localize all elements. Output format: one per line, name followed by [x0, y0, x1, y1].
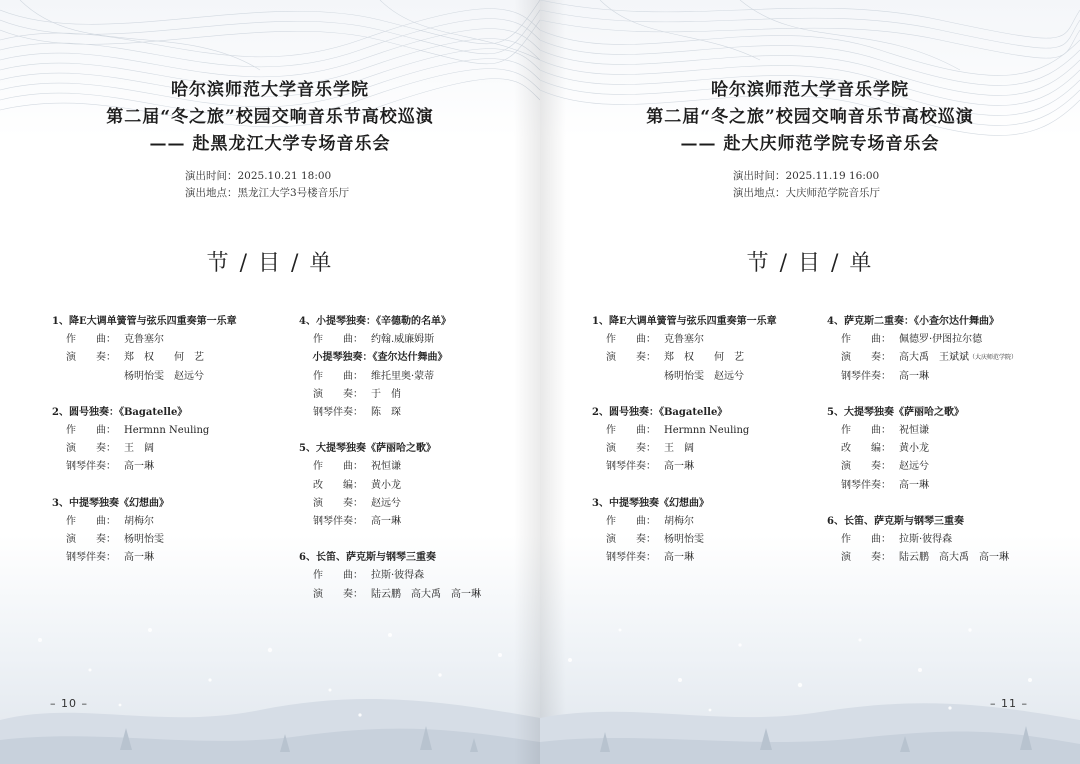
credit-value: 拉斯·彼得森 [371, 570, 425, 582]
credit-label: 作 曲： [313, 370, 363, 382]
program-item-title: 小提琴独奏：《查尔达什舞曲》 [299, 352, 448, 364]
program-item-title: 2、圆号独奏：《Bagatelle》 [52, 406, 188, 418]
program-item-title: 3、中提琴独奏《幻想曲》 [52, 497, 169, 509]
credit-label: 作 曲： [313, 334, 363, 346]
program-item-title: 4、小提琴独奏：《辛德勒的名单》 [299, 316, 451, 327]
credit-label: 钢琴伴奏： [606, 552, 656, 564]
credit-value: 陈 琛 [371, 407, 401, 419]
credit-label: 改 编： [841, 443, 891, 455]
credit-label: 演 奏： [66, 352, 116, 364]
credit-value: 杨明怡雯 [124, 534, 164, 546]
credit-value: 黄小龙 [371, 479, 401, 491]
program-item-title: 4、萨克斯二重奏：《小查尔达什舞曲》 [827, 316, 999, 327]
performance-location: 演出地点：黑龙江大学3号楼音乐厅 [185, 187, 350, 199]
concert-festival-title: 第二届“冬之旅”校园交响音乐节高校巡演 [106, 107, 434, 127]
credit-value: 祝恒谦 [899, 425, 929, 437]
right-page [540, 0, 1080, 764]
credit-value: 克鲁塞尔 [124, 334, 164, 346]
credit-value: 陆云鹏 高大禹 高一琳 [899, 552, 1009, 564]
program-item-title: 5、大提琴独奏《萨丽哈之歌》 [299, 443, 436, 455]
concert-venue-title: —— 赴黑龙江大学专场音乐会 [149, 134, 391, 154]
program-item-title: 1、降E大调单簧管与弦乐四重奏第一乐章 [592, 316, 777, 327]
snow-landscape-decoration [540, 600, 1080, 764]
program-heading: 节 / 目 / 单 [746, 251, 874, 276]
performance-time: 演出时间：2025.11.19 16:00 [733, 170, 880, 182]
program-item-title: 6、长笛、萨克斯与钢琴三重奏 [827, 515, 964, 527]
credit-value: 郑 权 何 艺 [124, 352, 204, 364]
credit-label: 钢琴伴奏： [313, 516, 363, 528]
credit-label: 改 编： [313, 479, 363, 491]
credit-label: 演 奏： [606, 352, 656, 364]
credit-value: 高大禹 王斌斌 [899, 352, 969, 364]
credit-label: 演 奏： [841, 461, 891, 473]
credit-label: 钢琴伴奏： [313, 407, 363, 419]
program-column-1 [52, 313, 237, 567]
credit-value: 拉斯·彼得森 [899, 534, 953, 546]
page-number: – 10 – [50, 697, 88, 710]
performance-time: 演出时间：2025.10.21 18:00 [185, 170, 332, 182]
program-column-1 [592, 313, 777, 567]
credit-label: 演 奏： [66, 443, 116, 455]
snow-landscape-decoration [0, 600, 540, 764]
credit-value: 高一琳 [899, 370, 929, 382]
credit-value: 高一琳 [371, 516, 401, 528]
credit-value: 高一琳 [664, 461, 694, 473]
credit-label: 作 曲： [313, 570, 363, 582]
credit-value: 胡梅尔 [124, 515, 154, 527]
credit-label: 作 曲： [841, 334, 891, 346]
program-item-title: 1、降E大调单簧管与弦乐四重奏第一乐章 [52, 316, 237, 327]
credit-label: 钢琴伴奏： [841, 370, 891, 382]
credit-label: 作 曲： [313, 461, 363, 473]
credit-label: 作 曲： [606, 515, 656, 527]
performer-affiliation-note: （大庆师范学院） [969, 354, 1018, 362]
performance-location: 演出地点：大庆师范学院音乐厅 [733, 187, 880, 199]
credit-value: 王 阔 [664, 443, 694, 455]
credit-label: 作 曲： [606, 334, 656, 346]
concert-series-title: 哈尔滨师范大学音乐学院 [171, 80, 369, 100]
credit-label [606, 368, 664, 386]
credit-value: 佩德罗·伊图拉尔德 [899, 334, 983, 346]
program-item-title: 6、长笛、萨克斯与钢琴三重奏 [299, 552, 436, 564]
credit-label: 钢琴伴奏： [606, 461, 656, 473]
credit-value: 高一琳 [124, 552, 154, 564]
credit-label: 演 奏： [313, 497, 363, 509]
credit-label: 演 奏： [66, 534, 116, 546]
credit-label: 钢琴伴奏： [66, 552, 116, 564]
credit-label: 演 奏： [313, 588, 363, 600]
credit-value: 黄小龙 [899, 443, 929, 455]
page-number: – 11 – [990, 697, 1028, 710]
credit-label [66, 368, 124, 386]
concert-festival-title: 第二届“冬之旅”校园交响音乐节高校巡演 [646, 107, 974, 127]
program-item-title: 3、中提琴独奏《幻想曲》 [592, 497, 709, 509]
credit-value: 杨明怡雯 [664, 534, 704, 546]
credit-value: 于 俏 [371, 388, 401, 400]
concert-series-title: 哈尔滨师范大学音乐学院 [711, 80, 909, 100]
concert-venue-title: —— 赴大庆师范学院专场音乐会 [680, 134, 940, 154]
credit-value: Hermnn Neuling [124, 425, 210, 437]
credit-value: 克鲁塞尔 [664, 334, 704, 346]
credit-label: 作 曲： [841, 425, 891, 437]
program-column-2 [299, 313, 481, 604]
credit-value: 高一琳 [664, 552, 694, 564]
credit-value: 陆云鹏 高大禹 高一琳 [371, 588, 481, 600]
program-item-title: 5、大提琴独奏《萨丽哈之歌》 [827, 406, 964, 418]
credit-label: 作 曲： [66, 334, 116, 346]
program-heading: 节 / 目 / 单 [206, 251, 334, 276]
credit-value: 胡梅尔 [664, 515, 694, 527]
credit-value: 赵远兮 [371, 497, 401, 509]
credit-label: 钢琴伴奏： [66, 461, 116, 473]
credit-value: 高一琳 [124, 461, 154, 473]
credit-label: 演 奏： [841, 352, 891, 364]
credit-label: 演 奏： [606, 443, 656, 455]
credit-label: 钢琴伴奏： [841, 479, 891, 491]
credit-label: 演 奏： [313, 388, 363, 400]
credit-label: 作 曲： [606, 425, 656, 437]
program-item-title: 2、圆号独奏：《Bagatelle》 [592, 406, 728, 418]
credit-value: 祝恒谦 [371, 461, 401, 473]
credit-label: 作 曲： [66, 515, 116, 527]
credit-label: 作 曲： [841, 534, 891, 546]
credit-value: 约翰.威廉姆斯 [371, 334, 435, 346]
program-column-2 [827, 313, 1017, 567]
credit-value: 维托里奥·蒙蒂 [371, 370, 435, 382]
credit-value: Hermnn Neuling [664, 425, 750, 437]
credit-value: 郑 权 何 艺 [664, 352, 744, 364]
credit-value: 杨明怡雯 赵远兮 [124, 370, 204, 382]
credit-value: 高一琳 [899, 479, 929, 491]
credit-value: 杨明怡雯 赵远兮 [664, 370, 744, 382]
credit-value: 王 阔 [124, 443, 154, 455]
credit-label: 演 奏： [606, 534, 656, 546]
credit-value: 赵远兮 [899, 461, 929, 473]
credit-label: 作 曲： [66, 425, 116, 437]
credit-label: 演 奏： [841, 552, 891, 564]
